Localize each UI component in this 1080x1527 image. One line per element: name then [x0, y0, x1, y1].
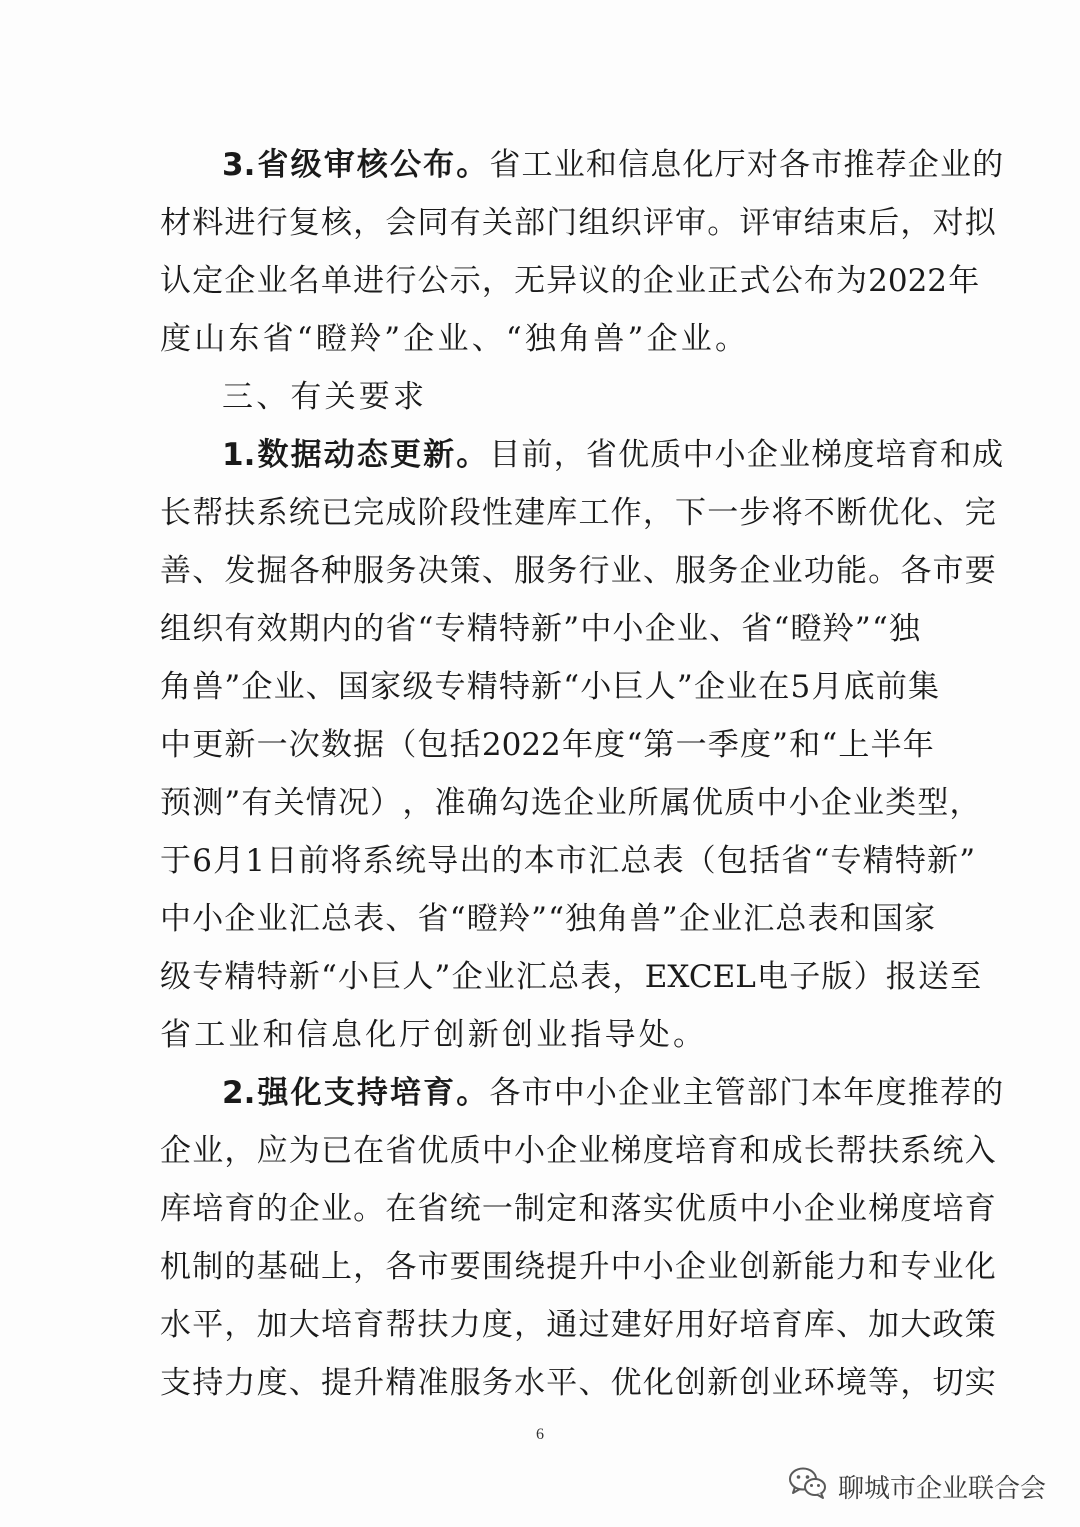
text-line: [160, 484, 996, 542]
line-text: 材 料 进 行 复 核 ， 会 同 有 关 部 门 组 织 评 审 。 评 审 结 束 后 ， 对 拟: [160, 205, 996, 241]
line-text: 角 兽 ” 企 业 、 国 家 级 专 精 特 新 “ 小 巨 人 ” 企 业 在 5 月 底 前 集: [160, 669, 939, 705]
text-line: [160, 1122, 996, 1180]
line-text: 省工业和信息化厅创新创业指导处。: [160, 1017, 708, 1053]
text-line: [160, 658, 939, 716]
text-line: [160, 252, 980, 310]
text-line: [160, 774, 981, 832]
text-line: [160, 1006, 912, 1064]
text-line: [160, 1296, 996, 1354]
text-line: [160, 716, 934, 774]
section-heading: 1. 数 据 动 态 更 新 。: [222, 437, 488, 473]
line-text: 认 定 企 业 名 单 进 行 公 示 ， 无 异 议 的 企 业 正 式 公 布 为 2022 年: [160, 263, 980, 299]
line-text: 中 更 新 一 次 数 据 （ 包 括 2022 年 度 “ 第 一 季 度 ” 和 “ 上 半 年: [160, 727, 934, 763]
page-number: 6: [536, 1426, 544, 1443]
text-line: [160, 948, 982, 1006]
line-text: 中 小 企 业 汇 总 表 、 省 “ 瞪 羚 ” “ 独 角 兽 ” 企 业 汇 总 表 和 国 家: [160, 901, 936, 937]
text-line: [160, 890, 936, 948]
text-line: [160, 194, 996, 252]
line-text: 预 测 ” 有 关 情 况 ） ， 准 确 勾 选 企 业 所 属 优 质 中 小 企 业 类 型 ，: [160, 785, 981, 821]
line-text: 于 6 月 1 日 前 将 系 统 导 出 的 本 市 汇 总 表 （ 包 括 省 “ 专 精 特 新 ”: [160, 843, 976, 879]
text-line: [160, 368, 912, 426]
watermark-text: 聊城市企业联合会: [837, 1473, 1046, 1504]
line-text: 支 持 力 度 、 提 升 精 准 服 务 水 平 、 优 化 创 新 创 业 环 境 等 ， 切 实: [160, 1365, 996, 1401]
line-text: 三、有关要求: [222, 379, 428, 415]
text-line: [160, 1354, 996, 1412]
text-line: [160, 426, 1004, 484]
line-text: 善 、 发 掘 各 种 服 务 决 策 、 服 务 行 业 、 服 务 企 业 功 能 。 各 市 要: [160, 553, 996, 589]
line-text: 组 织 有 效 期 内 的 省 “ 专 精 特 新 ” 中 小 企 业 、 省 “ 瞪 羚 ” “ 独: [160, 611, 920, 647]
line-text: 水 平 ， 加 大 培 育 帮 扶 力 度 ， 通 过 建 好 用 好 培 育 库 、 加 大 政 策: [160, 1307, 996, 1343]
text-line: [160, 832, 976, 890]
section-heading: 3. 省 级 审 核 公 布 。: [222, 147, 488, 183]
line-text: 各 市 中 小 企 业 主 管 部 门 本 年 度 推 荐 的: [489, 1075, 1004, 1111]
line-text: 省 工 业 和 信 息 化 厅 对 各 市 推 荐 企 业 的: [489, 147, 1004, 183]
section-heading: 2. 强 化 支 持 培 育 。: [222, 1075, 488, 1111]
text-line: [160, 600, 920, 658]
line-text: 级 专 精 特 新 “ 小 巨 人 ” 企 业 汇 总 表 ， EXCEL 电 子 版 ） 报 送 至: [160, 959, 982, 995]
line-text: 目 前 ， 省 优 质 中 小 企 业 梯 度 培 育 和 成: [489, 437, 1004, 473]
text-line: [160, 136, 1004, 194]
line-text: 库 培 育 的 企 业 。 在 省 统 一 制 定 和 落 实 优 质 中 小 企 业 梯 度 培 育: [160, 1191, 996, 1227]
document-body: [160, 136, 1004, 1412]
wechat-icon: [788, 1466, 828, 1507]
text-line: [160, 310, 912, 368]
text-line: [160, 1180, 996, 1238]
line-text: 度山东省“瞪羚”企业、“独角兽”企业。: [160, 321, 750, 357]
text-line: [160, 1064, 1004, 1122]
line-text: 企 业 ， 应 为 已 在 省 优 质 中 小 企 业 梯 度 培 育 和 成 长 帮 扶 系 统 入: [160, 1133, 996, 1169]
text-line: [160, 542, 996, 600]
watermark: [788, 1462, 1046, 1510]
line-text: 机 制 的 基 础 上 ， 各 市 要 围 绕 提 升 中 小 企 业 创 新 能 力 和 专 业 化: [160, 1249, 996, 1285]
text-line: [160, 1238, 996, 1296]
line-text: 长 帮 扶 系 统 已 完 成 阶 段 性 建 库 工 作 ， 下 一 步 将 不 断 优 化 、 完: [160, 495, 996, 531]
